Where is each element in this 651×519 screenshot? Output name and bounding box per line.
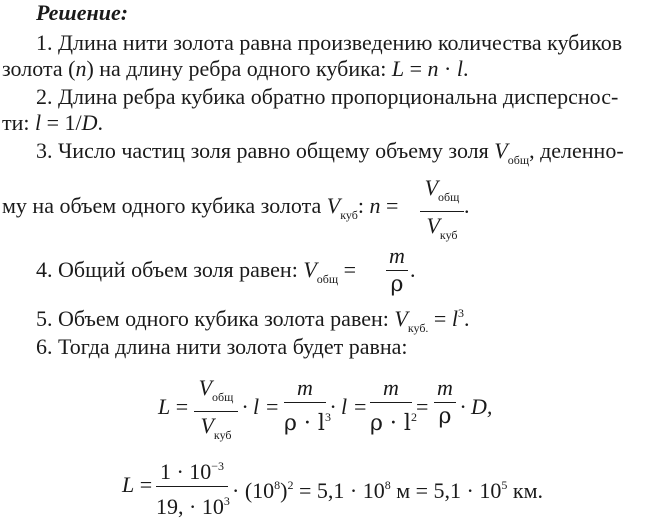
step3-line1	[36, 138, 624, 173]
formula1-frac4-num	[434, 376, 456, 400]
step3-eq: =	[380, 193, 399, 218]
step3-end: .	[464, 193, 470, 218]
formula1-frac3-den	[370, 405, 417, 436]
formula1-frac1-V: V	[198, 375, 213, 400]
formula2-mid-sq: 2	[287, 478, 294, 492]
step3-fraction	[420, 176, 464, 247]
formula1-frac3-rho-l: ρ · l	[370, 411, 411, 436]
step4-frac-num	[386, 244, 408, 268]
formula1-frac4-rho: ρ	[438, 404, 452, 429]
formula2-rhs	[232, 472, 543, 504]
formula1-frac1-den	[194, 414, 238, 447]
step3-n: n	[369, 193, 381, 218]
step3-frac-den-sub: куб	[439, 228, 458, 242]
step4-frac-bar	[386, 270, 408, 271]
formula1-frac1	[194, 376, 238, 447]
step3-var-V: V	[494, 138, 508, 163]
step2-var-D: D	[81, 110, 98, 135]
step1-formula-L: L	[391, 56, 405, 81]
formula2-frac	[156, 454, 228, 519]
step2-text-b: = 1/	[41, 110, 82, 135]
formula1-frac4-m: m	[437, 375, 453, 400]
formula1-lhs	[158, 394, 188, 420]
formula1-frac4	[434, 376, 456, 429]
step5-V: V	[394, 306, 408, 331]
step4-end: .	[410, 257, 416, 282]
formula1-dot-l: · l =	[242, 394, 280, 419]
step2-end: .	[97, 110, 104, 135]
step5-exp: 3	[457, 306, 464, 320]
formula2-den-exp: 3	[223, 494, 230, 508]
formula1-frac2	[284, 375, 331, 436]
formula1-frac3-exp: 2	[410, 410, 417, 424]
step5-end: .	[463, 306, 470, 331]
formula1-frac2-num	[284, 376, 326, 400]
formula2-eq: =	[139, 472, 153, 497]
step1-line2	[2, 56, 468, 82]
step2-line2	[2, 110, 103, 136]
step3-line2-sub-kub: куб	[340, 208, 358, 222]
step3-line2-text: му на объем одного кубика золота	[2, 193, 327, 218]
step3-line2-V: V	[326, 193, 341, 218]
formula2-res2-exp: 5	[501, 478, 508, 492]
step1-formula-l: l	[456, 56, 463, 81]
step3-text-b: , деленно-	[529, 138, 624, 163]
solution-heading-text: Решение	[36, 0, 121, 25]
formula1-eq2: =	[416, 394, 429, 419]
formula2-num-exp: −3	[211, 459, 225, 473]
step5-l: l	[451, 306, 458, 331]
solution-heading-colon: :	[120, 0, 129, 25]
step4-sub: общ	[316, 272, 339, 286]
step1-formula-dot: ·	[438, 56, 457, 81]
formula2-unit1: м = 5,1 · 10	[390, 478, 502, 503]
formula1-frac2-rho-l: ρ · l	[284, 411, 325, 436]
step1-text-b: ) на длину ребра одного кубика:	[86, 56, 392, 81]
formula1-dot-l-2: · l =	[330, 394, 368, 419]
formula2-num: 1 · 10	[159, 459, 212, 484]
step3-text-a: 3. Число частиц золя равно общему объему золя	[36, 138, 495, 163]
formula2-mid-exp: 8	[274, 478, 281, 492]
formula1-frac2-exp: 3	[324, 410, 331, 424]
formula2-res1: = 5,1 · 10	[293, 478, 385, 503]
formula1-frac2-den	[284, 405, 331, 436]
formula1-frac3-num	[370, 376, 412, 400]
step3-frac-num-sub: общ	[438, 190, 460, 204]
step2-var-l: l	[35, 110, 42, 135]
step4-line	[36, 257, 356, 292]
step1-line1: 1. Длина нити золота равна произведению количества кубиков	[36, 30, 623, 55]
formula1-frac3	[370, 375, 417, 436]
step3-frac-num-V: V	[424, 175, 439, 200]
step4-eq: =	[338, 257, 357, 282]
formula2-L: L	[122, 472, 135, 497]
step5-sub: куб.	[407, 321, 429, 335]
step1-formula-end: .	[462, 56, 469, 81]
step2-line1: 2. Длина ребра кубика обратно пропорциональна дисперснос-	[36, 84, 619, 109]
formula1-eq: =	[175, 394, 189, 419]
step5-text: 5. Объем одного кубика золота равен:	[36, 306, 395, 331]
step6-line: 6. Тогда длина нити золота будет равна:	[36, 334, 408, 359]
step2-text-a: ти:	[2, 110, 35, 135]
formula2-mid-close: )	[280, 478, 288, 503]
formula1-frac3-bar	[370, 402, 412, 403]
step5-eq: =	[428, 306, 452, 331]
formula2-frac-num	[156, 454, 228, 484]
formula1-frac1-sub: общ	[212, 390, 234, 404]
step1-formula-eq: =	[404, 56, 428, 81]
step3-line2	[2, 193, 398, 228]
formula1-L: L	[158, 394, 171, 419]
step4-m: m	[389, 243, 405, 268]
formula1-frac1-den-sub: куб	[213, 428, 232, 442]
step4-frac-den: ρ	[390, 272, 404, 297]
formula2-frac-bar	[156, 486, 228, 487]
formula1-frac1-den-V: V	[200, 413, 214, 438]
step3-line2-colon: :	[357, 193, 370, 218]
formula2-unit2: км.	[507, 478, 543, 503]
step1-var-n: n	[75, 56, 87, 81]
solution-heading	[36, 0, 128, 26]
formula1-tail: · D,	[460, 394, 493, 419]
formula1-frac3-m: m	[383, 375, 399, 400]
formula1-frac1-bar	[194, 411, 238, 412]
formula1-frac2-m: m	[297, 375, 313, 400]
formula1-frac1-num	[194, 376, 238, 409]
formula2-den: 19, · 10	[156, 494, 224, 519]
formula2-res1-exp: 8	[384, 478, 391, 492]
step4-V: V	[303, 257, 317, 282]
formula2-lhs	[122, 472, 152, 498]
step3-frac-num	[420, 176, 464, 209]
formula2-mid: · (10	[232, 478, 275, 503]
step3-frac-den	[420, 214, 464, 247]
formula2-frac-den	[156, 489, 228, 519]
step1-text-a: золота (	[2, 56, 76, 81]
step3-frac-den-V: V	[426, 213, 440, 238]
step4-fraction	[386, 244, 408, 297]
step1-formula-n: n	[427, 56, 439, 81]
formula1-frac2-bar	[284, 402, 326, 403]
step3-frac-bar	[420, 211, 464, 212]
formula1-frac4-bar	[434, 402, 456, 403]
step3-sub-obsh: общ	[507, 153, 530, 167]
step4-text: 4. Общий объем золя равен:	[36, 257, 304, 282]
